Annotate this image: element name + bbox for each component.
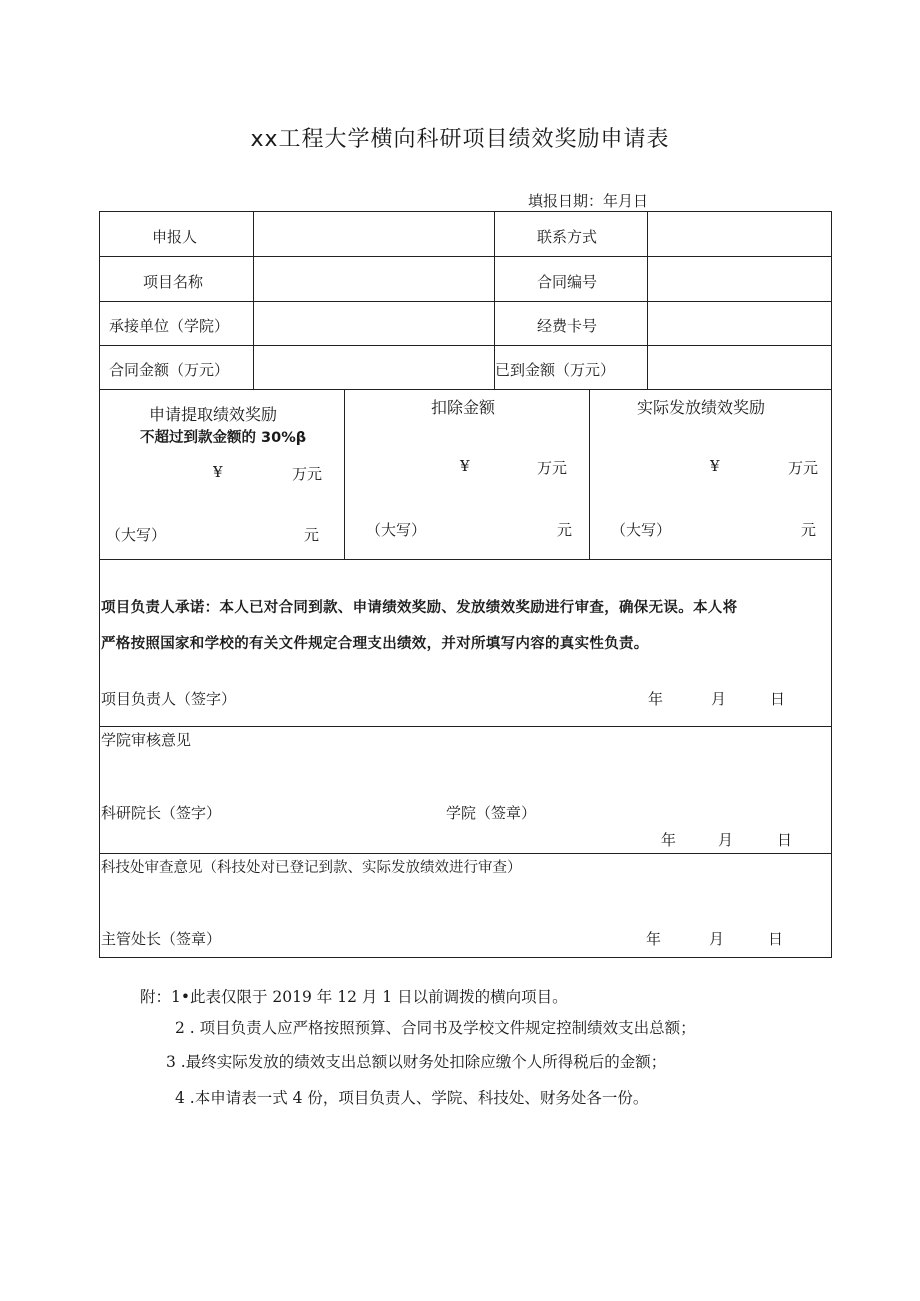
applicant-field[interactable]: [253, 212, 494, 256]
sci-year: 年: [646, 930, 662, 948]
contract-amount-label: 合同金额（万元）: [109, 361, 230, 379]
project-name-label: 项目名称: [143, 273, 204, 291]
note-3: 3 .最终实际发放的绩效支出总额以财务处扣除应缴个人所得税后的金额；: [166, 1053, 667, 1071]
fund-card-field[interactable]: [648, 302, 831, 345]
received-amount-label: 已到金额（万元）: [495, 361, 616, 379]
contract-amount-field[interactable]: [253, 346, 494, 389]
fund-card-label: 经费卡号: [537, 317, 598, 335]
sci-month: 月: [709, 930, 725, 948]
deduct-daxie: （大写）: [366, 521, 427, 539]
received-amount-field[interactable]: [648, 346, 831, 389]
apply-title: 申请提取绩效奖励: [149, 405, 278, 424]
commit-year: 年: [648, 690, 664, 708]
deduct-yuan: 元: [557, 521, 573, 539]
actual-yen: ¥: [710, 457, 720, 475]
deduct-yen: ¥: [460, 457, 470, 475]
sci-day: 日: [768, 930, 784, 948]
college-seal-label: 学院（签章）: [446, 804, 537, 822]
contact-field[interactable]: [648, 212, 831, 256]
note-1: 附：1•此表仅限于 2019 年 12 月 1 日以前调拨的横向项目。: [140, 988, 568, 1006]
contract-no-field[interactable]: [648, 257, 831, 301]
leader-sign-label: 项目负责人（签字）: [101, 690, 237, 708]
actual-yuan: 元: [801, 521, 817, 539]
actual-title: 实际发放绩效奖励: [637, 398, 766, 417]
contract-no-label: 合同编号: [537, 273, 598, 291]
deduct-title: 扣除金额: [431, 398, 496, 417]
unit-field[interactable]: [253, 302, 494, 345]
note-2: 2 . 项目负责人应严格按照预算、合同书及学校文件规定控制绩效支出总额；: [175, 1019, 696, 1037]
apply-daxie: （大写）: [106, 526, 167, 544]
apply-wan-yuan: 万元: [292, 465, 323, 483]
commit-month: 月: [711, 690, 727, 708]
actual-wan-yuan: 万元: [788, 459, 819, 477]
apply-limit: 不超过到款金额的 30%β: [140, 430, 307, 446]
deduct-wan-yuan: 万元: [537, 459, 568, 477]
college-day: 日: [777, 831, 793, 849]
director-sign-label: 主管处长（签章）: [101, 930, 222, 948]
college-opinion-label: 学院审核意见: [101, 731, 192, 749]
commitment-line2: 严格按照国家和学校的有关文件规定合理支出绩效，并对所填写内容的真实性负责。: [101, 636, 649, 652]
applicant-label: 申报人: [152, 228, 198, 246]
dean-sign-label: 科研院长（签字）: [101, 804, 222, 822]
project-name-field[interactable]: [253, 257, 494, 301]
apply-yuan: 元: [304, 526, 320, 544]
apply-yen: ¥: [213, 463, 223, 481]
note-4: 4 .本申请表一式 4 份，项目负责人、学院、科技处、财务处各一份。: [175, 1089, 649, 1107]
actual-daxie: （大写）: [611, 521, 672, 539]
college-month: 月: [718, 831, 734, 849]
page-title: xx工程大学横向科研项目绩效奖励申请表: [250, 127, 670, 152]
fill-date: 填报日期：年月日: [528, 192, 649, 210]
commitment-line1: 项目负责人承诺：本人已对合同到款、申请绩效奖励、发放绩效奖励进行审查，确保无误。本人将: [101, 600, 738, 616]
commit-day: 日: [770, 690, 786, 708]
college-year: 年: [661, 831, 677, 849]
sci-office-opinion-label: 科技处审查意见（科技处对已登记到款、实际发放绩效进行审查）: [101, 860, 522, 876]
contact-label: 联系方式: [537, 228, 598, 246]
unit-label: 承接单位（学院）: [109, 317, 230, 335]
